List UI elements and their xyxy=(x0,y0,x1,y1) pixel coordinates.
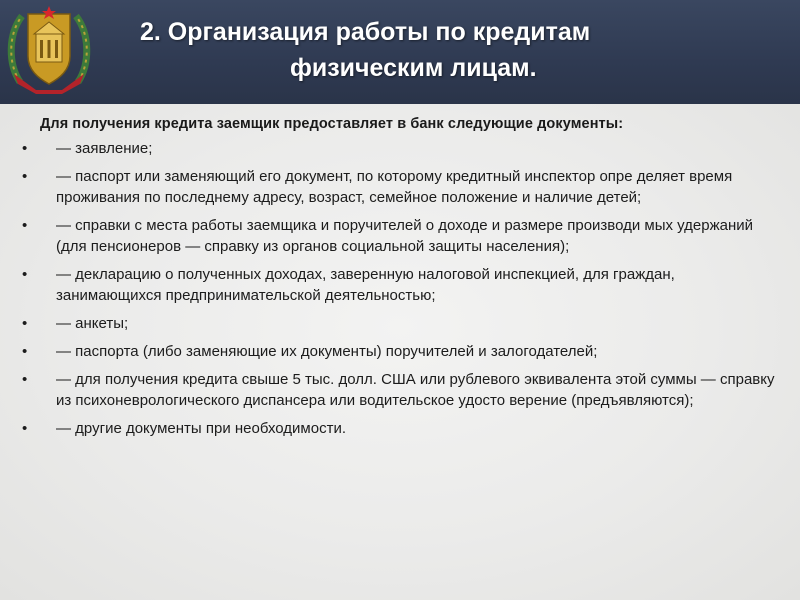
bullet-icon: • xyxy=(22,315,28,332)
list-item-text: — паспорта (либо заменяющие их документы) поручителей и залогодателей; xyxy=(56,343,598,360)
bullet-icon: • xyxy=(22,371,28,388)
list-item xyxy=(22,138,782,159)
list-item-text: — заявление; xyxy=(56,140,153,157)
slide-title xyxy=(100,14,790,86)
bullet-icon: • xyxy=(22,168,28,185)
slide-title-line1: 2. Организация работы по кредитам xyxy=(140,18,591,46)
list-item-text: — справки с места работы заемщика и поручителей о доходе и размере производи мых удержаний (для пенсионеров — справку из органов социальной защиты населения); xyxy=(56,217,754,255)
coat-of-arms-emblem xyxy=(6,4,92,94)
list-item xyxy=(22,313,782,334)
bullet-icon: • xyxy=(22,140,28,157)
list-item xyxy=(22,215,782,257)
bullet-icon: • xyxy=(22,217,28,234)
bullet-icon: • xyxy=(22,420,28,437)
list-item xyxy=(22,166,782,208)
list-item xyxy=(22,418,782,439)
list-item xyxy=(22,369,782,411)
list-item xyxy=(22,264,782,306)
slide-title-line2: физическим лицам. xyxy=(290,54,537,82)
list-item-text: — паспорт или заменяющий его документ, по которому кредитный инспектор опре деляет время проживания по последнему адресу, возраст, семейное положение и наличие детей; xyxy=(56,168,733,206)
bullet-icon: • xyxy=(22,343,28,360)
bullet-icon: • xyxy=(22,266,28,283)
list-item-text: — другие документы при необходимости. xyxy=(56,420,346,437)
list-item-text: — для получения кредита свыше 5 тыс. долл. США или рублевого эквивалента этой суммы — справку из психоневрологического диспансера или водительское удосто верение (предъявляются); xyxy=(56,371,775,409)
list-item-text: — анкеты; xyxy=(56,315,129,332)
list-item xyxy=(22,341,782,362)
slide-header xyxy=(0,0,800,104)
list-item-text: — декларацию о полученных доходах, заверенную налоговой инспекцией, для граждан, занимающихся предпринимательской деятельностью; xyxy=(56,266,675,304)
document-list xyxy=(22,138,782,446)
intro-text: Для получения кредита заемщик предоставляет в банк следующие документы: xyxy=(40,116,624,132)
